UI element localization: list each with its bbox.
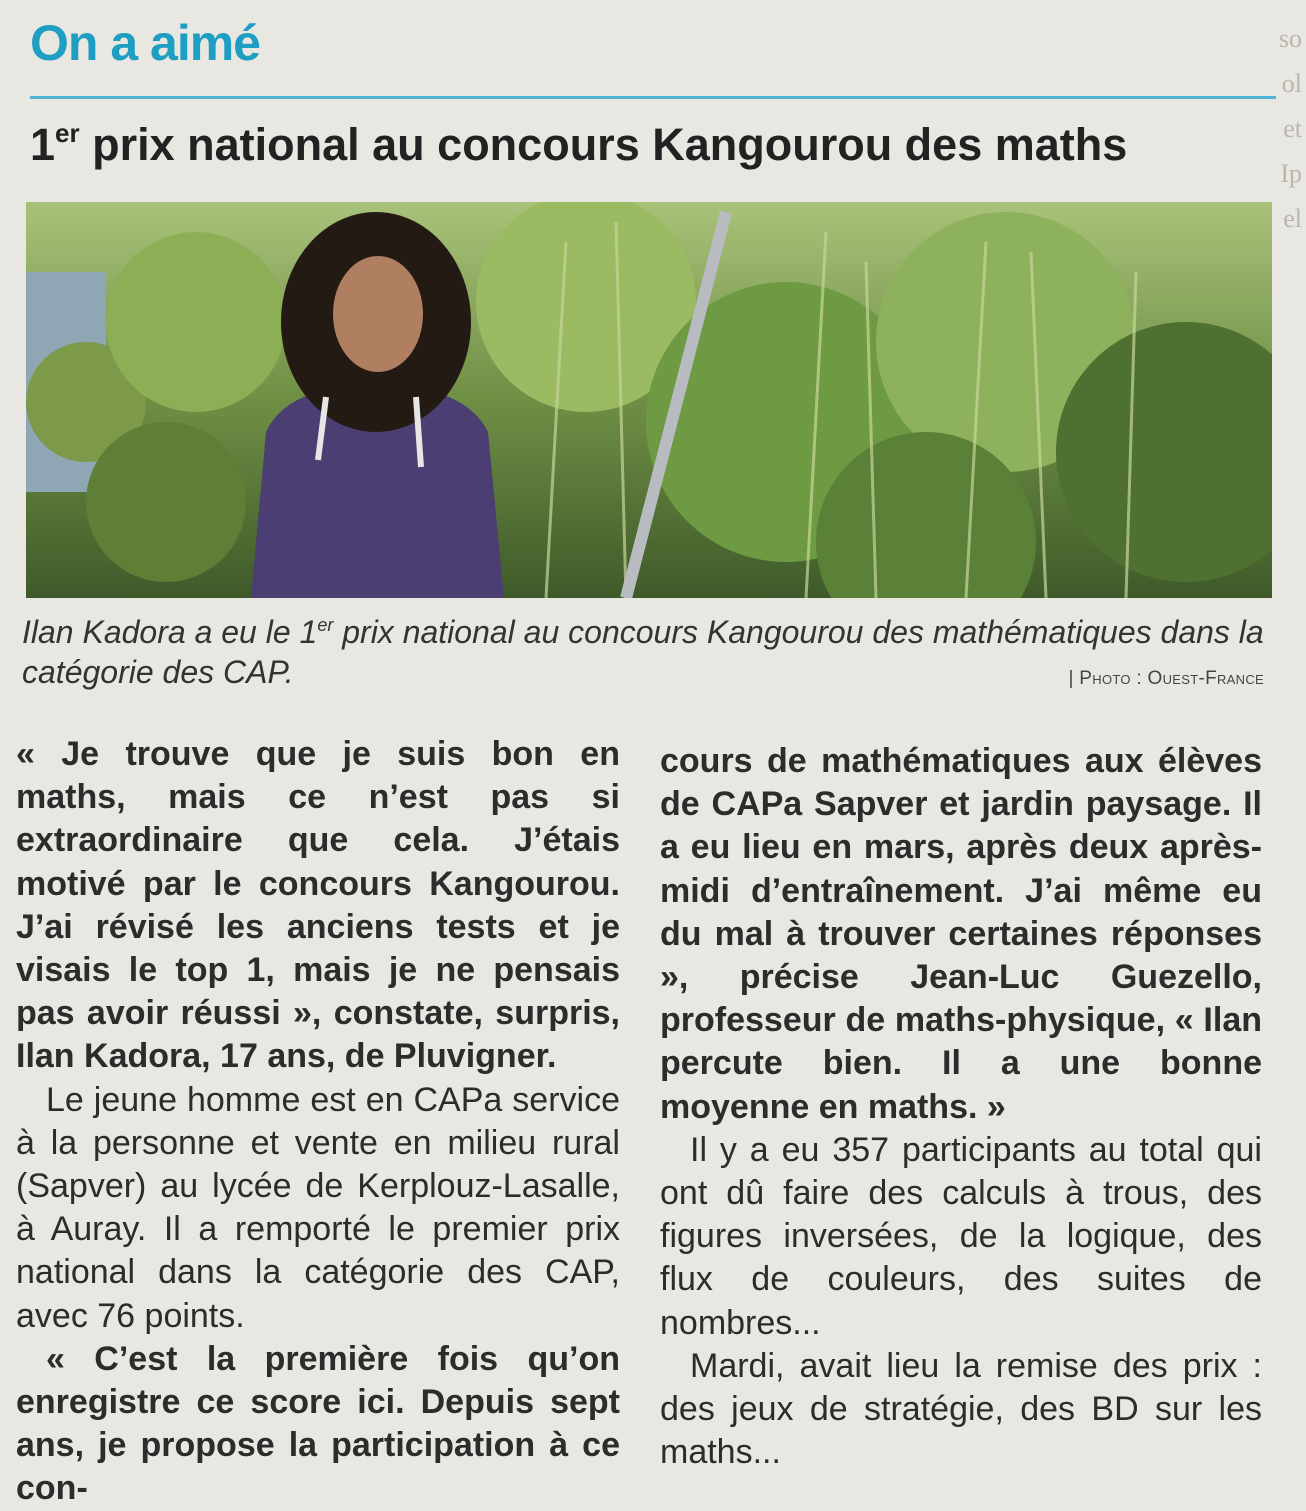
article-column-left bbox=[16, 733, 620, 1511]
paragraph-2: Le jeune homme est en CAPa service à la personne et vente en milieu rural (Sapver) au lycée de Kerplouz-Lasalle, à Auray. Il a remporté le premier prix national dans la catégorie des CAP, avec 76 points. bbox=[16, 1080, 620, 1335]
caption-text-2: prix national au concours Kangourou des mathématiques dans la catégorie des CAP. bbox=[22, 614, 1264, 690]
paragraph-quote-2: « C’est la première fois qu’on enregistre ce score ici. Depuis sept ans, je propose la participation à ce con- bbox=[16, 1339, 620, 1508]
margin-fragments bbox=[1268, 16, 1302, 241]
headline bbox=[30, 118, 1260, 171]
paragraph-quote-continued: cours de mathématiques aux élèves de CAPa Sapver et jardin paysage. Il a eu lieu en mars, après deux après-midi d’entraînement. J’ai même eu du mal à trouver certaines réponses », précise Jean-Luc Guezello, professeur de maths-physique, « Ilan percute bien. Il a une bonne moyenne en maths. » bbox=[660, 742, 1262, 1126]
article-column-right bbox=[660, 740, 1262, 1474]
paragraph-participants: Il y a eu 357 participants au total qui ont dû faire des calculs à trous, des figures inversées, de la logique, des flux de couleurs, des suites de nombres... bbox=[660, 1130, 1262, 1342]
headline-text: prix national au concours Kangourou des maths bbox=[79, 119, 1128, 170]
section-label: On a aimé bbox=[30, 15, 260, 71]
caption-sup: er bbox=[317, 615, 334, 635]
photo-credit: | Photo : Ouest-France bbox=[1068, 668, 1264, 689]
paragraph-prizes: Mardi, avait lieu la remise des prix : des jeux de stratégie, des BD sur les maths... bbox=[660, 1346, 1262, 1472]
paragraph-quote-1: « Je trouve que je suis bon en maths, mais ce n’est pas si extraordinaire que cela. J’étais motivé par le concours Kangourou. J’ai révisé les anciens tests et je visais le top 1, mais je ne pensais pas avoir réussi », constate, surpris, Ilan Kadora, 17 ans, de Pluvigner. bbox=[16, 735, 620, 1076]
margin-fragment: ol bbox=[1281, 69, 1302, 98]
margin-fragment: so bbox=[1278, 24, 1302, 53]
caption-text-1: Ilan Kadora a eu le 1 bbox=[22, 614, 318, 650]
section-rule bbox=[30, 96, 1276, 99]
margin-fragment: el bbox=[1283, 204, 1302, 233]
article-photo bbox=[26, 202, 1272, 598]
margin-fragment: Ip bbox=[1280, 159, 1302, 188]
headline-ordinal: 1 bbox=[30, 119, 56, 170]
margin-fragment: et bbox=[1283, 114, 1302, 143]
photo-illustration bbox=[26, 202, 1272, 598]
headline-ordinal-suffix: er bbox=[55, 118, 80, 148]
